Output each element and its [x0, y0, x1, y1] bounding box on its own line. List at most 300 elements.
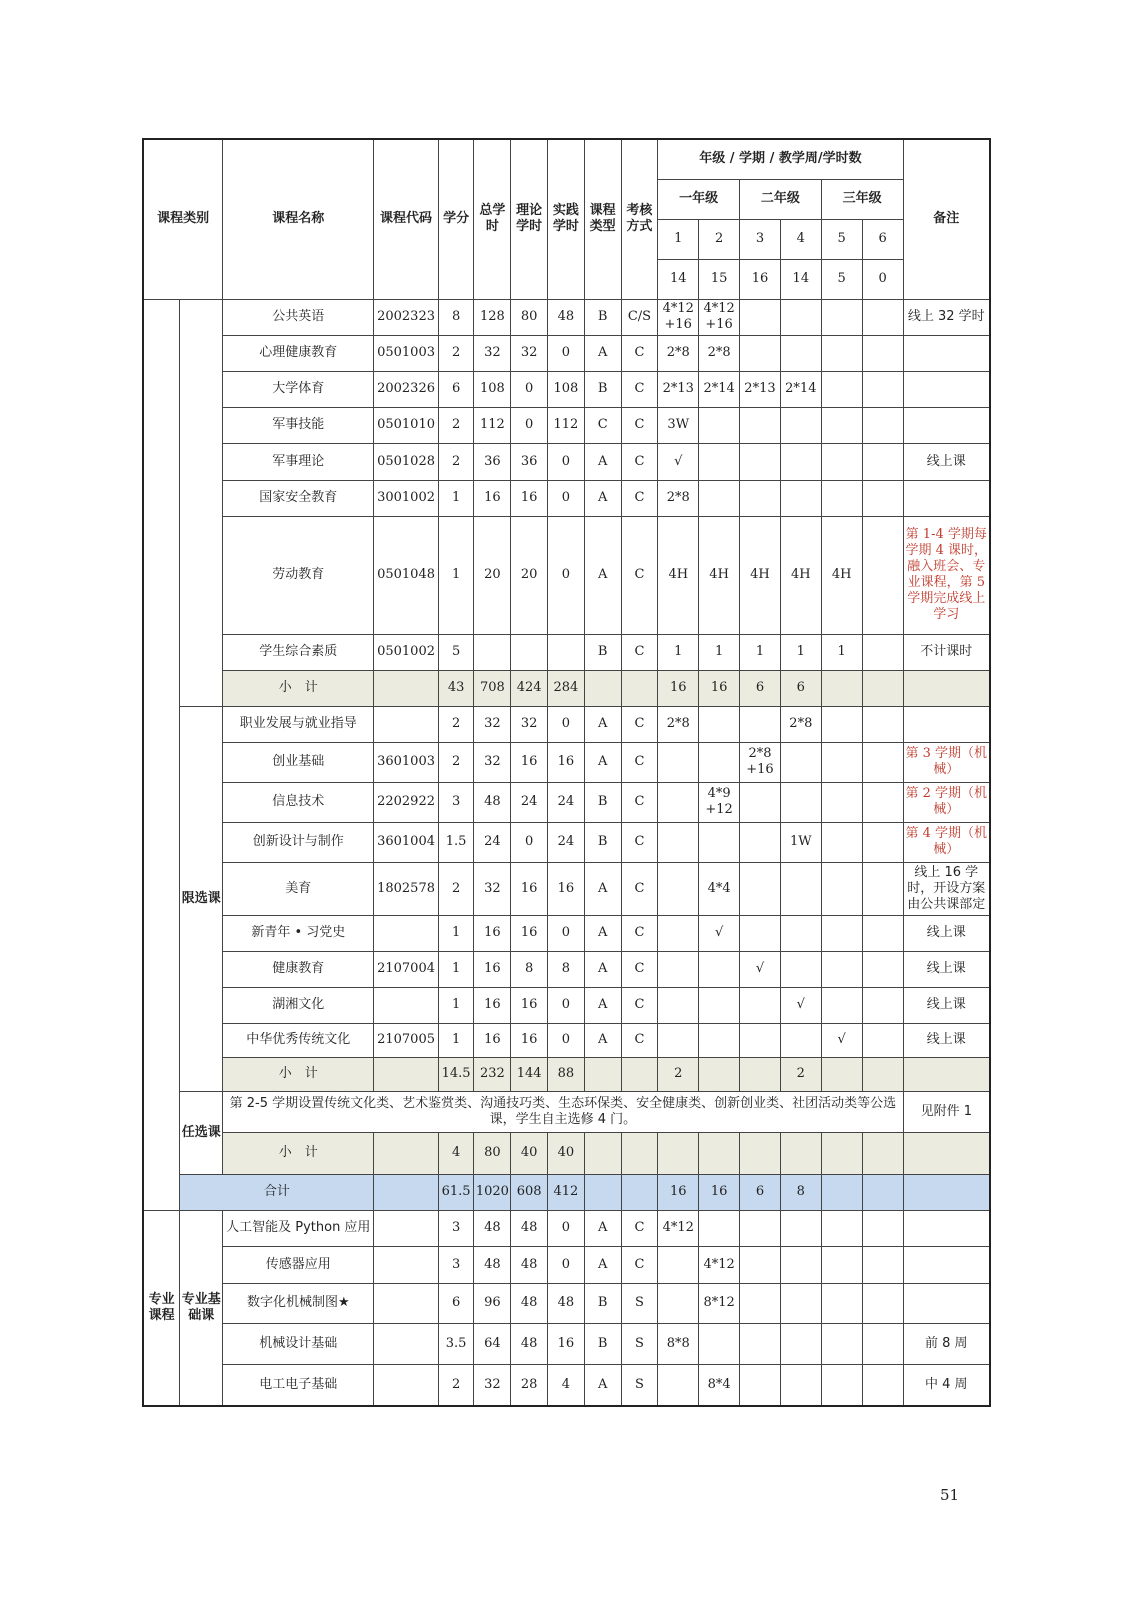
- semester-hours-cell: [821, 371, 862, 407]
- course-type: A: [584, 987, 621, 1023]
- course-assess: C: [621, 634, 658, 670]
- semester-hours-cell: [658, 1283, 699, 1323]
- course-practice-hours: 0: [548, 443, 585, 480]
- course-row: [143, 1364, 990, 1406]
- semester-hours-cell: [699, 742, 740, 782]
- course-type: A: [584, 1246, 621, 1283]
- course-row: [143, 299, 990, 335]
- semester-hours-cell: 3W: [658, 407, 699, 443]
- subtotal-theory-hours: 144: [511, 1057, 548, 1091]
- course-code: 0501028: [374, 443, 438, 480]
- semester-hours-cell: [740, 706, 781, 742]
- course-name: 劳动教育: [223, 516, 374, 634]
- course-credit: 3.5: [438, 1323, 474, 1364]
- course-row: [143, 407, 990, 443]
- grand-total-practice: 412: [548, 1174, 585, 1210]
- semester-hours-cell: 2*8: [658, 480, 699, 516]
- semester-hours-cell: [658, 862, 699, 915]
- course-type: B: [584, 1283, 621, 1323]
- course-type: B: [584, 371, 621, 407]
- course-assess: C: [621, 987, 658, 1023]
- semester-hours-cell: [699, 706, 740, 742]
- course-name: 信息技术: [223, 782, 374, 822]
- semester-hours-cell: [821, 951, 862, 987]
- weeks-4: 14: [780, 259, 821, 299]
- course-remark: 前 8 周: [903, 1323, 990, 1364]
- course-practice-hours: 108: [548, 371, 585, 407]
- semester-hours-cell: 2*14: [699, 371, 740, 407]
- subtotal-practice-hours: 284: [548, 670, 585, 706]
- course-credit: 5: [438, 634, 474, 670]
- semester-hours-cell: [780, 1246, 821, 1283]
- course-total-hours: 48: [474, 1246, 511, 1283]
- grand-total-hours: 1020: [474, 1174, 511, 1210]
- semester-hours-cell: [658, 1023, 699, 1057]
- semester-hours-cell: [821, 915, 862, 951]
- empty-cell: [621, 1132, 658, 1174]
- course-type: B: [584, 299, 621, 335]
- course-assess: S: [621, 1283, 658, 1323]
- course-total-hours: 64: [474, 1323, 511, 1364]
- semester-hours-cell: [699, 1210, 740, 1246]
- semester-hours-cell: √: [821, 1023, 862, 1057]
- grand-total-row: [143, 1174, 990, 1210]
- group-limited-label: 限选课: [180, 706, 223, 1091]
- weeks-3: 16: [740, 259, 781, 299]
- course-name: 电工电子基础: [223, 1364, 374, 1406]
- course-total-hours: 16: [474, 480, 511, 516]
- semester-hours-cell: [862, 634, 903, 670]
- course-type: A: [584, 516, 621, 634]
- course-credit: 2: [438, 335, 474, 371]
- course-name: 传感器应用: [223, 1246, 374, 1283]
- subtotal-row: [143, 1057, 990, 1091]
- optional-remark: 见附件 1: [903, 1091, 990, 1132]
- course-credit: 3: [438, 1246, 474, 1283]
- semester-hours-cell: [862, 335, 903, 371]
- semester-hours-cell: [740, 822, 781, 862]
- subtotal-semester-cell: [699, 1132, 740, 1174]
- course-theory-hours: 80: [511, 299, 548, 335]
- semester-hours-cell: [862, 299, 903, 335]
- course-remark: [903, 706, 990, 742]
- subtotal-practice-hours: 40: [548, 1132, 585, 1174]
- semester-hours-cell: 4*9 +12: [699, 782, 740, 822]
- header-grade-semester: 年级 / 学期 / 教学周/学时数: [658, 139, 903, 179]
- course-assess: C: [621, 371, 658, 407]
- semester-hours-cell: [699, 443, 740, 480]
- course-code: 2107004: [374, 951, 438, 987]
- semester-hours-cell: 4H: [699, 516, 740, 634]
- semester-hours-cell: [862, 516, 903, 634]
- course-row: [143, 951, 990, 987]
- header-name: 课程名称: [223, 139, 374, 299]
- course-total-hours: 48: [474, 782, 511, 822]
- course-name: 湖湘文化: [223, 987, 374, 1023]
- semester-hours-cell: [821, 335, 862, 371]
- empty-cell: [903, 1057, 990, 1091]
- course-name: 机械设计基础: [223, 1323, 374, 1364]
- semester-hours-cell: [862, 951, 903, 987]
- course-theory-hours: 0: [511, 407, 548, 443]
- course-practice-hours: 0: [548, 915, 585, 951]
- course-type: A: [584, 1364, 621, 1406]
- course-type: A: [584, 951, 621, 987]
- grand-total-semester-cell: 6: [740, 1174, 781, 1210]
- semester-hours-cell: [821, 862, 862, 915]
- course-name: 人工智能及 Python 应用: [223, 1210, 374, 1246]
- course-theory-hours: 16: [511, 915, 548, 951]
- course-assess: C: [621, 706, 658, 742]
- semester-hours-cell: [740, 1323, 781, 1364]
- semester-hours-cell: 1: [821, 634, 862, 670]
- course-credit: 2: [438, 706, 474, 742]
- course-code: 3601003: [374, 742, 438, 782]
- course-theory-hours: 24: [511, 782, 548, 822]
- semester-hours-cell: [780, 407, 821, 443]
- course-name: 国家安全教育: [223, 480, 374, 516]
- semester-hours-cell: √: [740, 951, 781, 987]
- course-code: 1802578: [374, 862, 438, 915]
- course-code: 0501002: [374, 634, 438, 670]
- course-practice-hours: [548, 634, 585, 670]
- semester-hours-cell: [740, 915, 781, 951]
- semester-hours-cell: [740, 299, 781, 335]
- course-credit: 6: [438, 1283, 474, 1323]
- empty-cell: [621, 670, 658, 706]
- course-row: [143, 782, 990, 822]
- semester-hours-cell: √: [780, 987, 821, 1023]
- semester-hours-cell: [699, 1323, 740, 1364]
- course-total-hours: 32: [474, 742, 511, 782]
- semester-hours-cell: [780, 1323, 821, 1364]
- course-total-hours: 16: [474, 951, 511, 987]
- course-practice-hours: 0: [548, 706, 585, 742]
- course-remark: 中 4 周: [903, 1364, 990, 1406]
- subtotal-semester-cell: [821, 1132, 862, 1174]
- semester-hours-cell: [780, 742, 821, 782]
- course-theory-hours: 16: [511, 987, 548, 1023]
- course-credit: 1: [438, 516, 474, 634]
- course-assess: C: [621, 822, 658, 862]
- semester-hours-cell: 4H: [740, 516, 781, 634]
- semester-hours-cell: [740, 1023, 781, 1057]
- course-total-hours: 16: [474, 915, 511, 951]
- semester-hours-cell: [862, 987, 903, 1023]
- semester-hours-cell: [658, 951, 699, 987]
- course-theory-hours: [511, 634, 548, 670]
- course-name: 公共英语: [223, 299, 374, 335]
- course-row: [143, 862, 990, 915]
- semester-hours-cell: [740, 1283, 781, 1323]
- semester-hours-cell: [699, 951, 740, 987]
- semester-2: 2: [699, 219, 740, 259]
- subtotal-row: [143, 1132, 990, 1174]
- semester-hours-cell: 1: [699, 634, 740, 670]
- course-remark: [903, 480, 990, 516]
- course-credit: 1: [438, 480, 474, 516]
- semester-hours-cell: [862, 742, 903, 782]
- category-public-cell: [143, 299, 180, 1210]
- semester-hours-cell: [821, 742, 862, 782]
- semester-hours-cell: [862, 1323, 903, 1364]
- header-theory-hours: 理论学时: [511, 139, 548, 299]
- course-credit: 3: [438, 1210, 474, 1246]
- semester-hours-cell: [740, 1364, 781, 1406]
- semester-hours-cell: [862, 1283, 903, 1323]
- grand-total-semester-cell: 16: [658, 1174, 699, 1210]
- course-assess: C/S: [621, 299, 658, 335]
- course-practice-hours: 0: [548, 335, 585, 371]
- semester-hours-cell: [862, 443, 903, 480]
- semester-3: 3: [740, 219, 781, 259]
- course-theory-hours: 8: [511, 951, 548, 987]
- semester-hours-cell: 2*8: [658, 706, 699, 742]
- course-name: 军事技能: [223, 407, 374, 443]
- empty-cell: [621, 1174, 658, 1210]
- semester-hours-cell: [821, 299, 862, 335]
- course-theory-hours: 20: [511, 516, 548, 634]
- course-name: 新青年 • 习党史: [223, 915, 374, 951]
- course-code: 2202922: [374, 782, 438, 822]
- header-row-1: [143, 139, 990, 179]
- semester-hours-cell: 2*8: [658, 335, 699, 371]
- semester-hours-cell: 1: [658, 634, 699, 670]
- course-practice-hours: 24: [548, 782, 585, 822]
- course-row: [143, 634, 990, 670]
- subtotal-total-hours: 708: [474, 670, 511, 706]
- course-theory-hours: 36: [511, 443, 548, 480]
- semester-hours-cell: [740, 862, 781, 915]
- course-total-hours: 24: [474, 822, 511, 862]
- semester-hours-cell: [780, 1283, 821, 1323]
- course-type: A: [584, 862, 621, 915]
- course-remark: 第 3 学期（机械）: [903, 742, 990, 782]
- course-type: A: [584, 1210, 621, 1246]
- subtotal-theory-hours: 424: [511, 670, 548, 706]
- semester-4: 4: [780, 219, 821, 259]
- semester-hours-cell: 4*12: [658, 1210, 699, 1246]
- header-category: 课程类别: [143, 139, 223, 299]
- semester-hours-cell: [740, 1210, 781, 1246]
- course-assess: C: [621, 862, 658, 915]
- course-row: [143, 1246, 990, 1283]
- semester-hours-cell: [699, 480, 740, 516]
- course-remark: [903, 407, 990, 443]
- semester-hours-cell: [658, 915, 699, 951]
- semester-hours-cell: [862, 407, 903, 443]
- semester-hours-cell: [862, 822, 903, 862]
- semester-hours-cell: 4*12 +16: [658, 299, 699, 335]
- course-remark: 第 1-4 学期每学期 4 课时，融入班会、专业课程，第 5 学期完成线上学习: [903, 516, 990, 634]
- grand-total-semester-cell: 8: [780, 1174, 821, 1210]
- course-assess: C: [621, 742, 658, 782]
- course-type: A: [584, 335, 621, 371]
- semester-hours-cell: [780, 1023, 821, 1057]
- course-assess: C: [621, 480, 658, 516]
- semester-hours-cell: [740, 1246, 781, 1283]
- course-name: 创业基础: [223, 742, 374, 782]
- course-row: [143, 371, 990, 407]
- semester-1: 1: [658, 219, 699, 259]
- course-code: [374, 706, 438, 742]
- empty-cell: [584, 1057, 621, 1091]
- course-name: 创新设计与制作: [223, 822, 374, 862]
- empty-cell: [584, 670, 621, 706]
- course-name: 中华优秀传统文化: [223, 1023, 374, 1057]
- course-remark: 线上课: [903, 915, 990, 951]
- course-row: [143, 443, 990, 480]
- semester-hours-cell: [862, 371, 903, 407]
- semester-hours-cell: 2*8: [699, 335, 740, 371]
- course-assess: C: [621, 1023, 658, 1057]
- course-code: [374, 987, 438, 1023]
- semester-hours-cell: [699, 987, 740, 1023]
- course-code: 0501010: [374, 407, 438, 443]
- course-practice-hours: 8: [548, 951, 585, 987]
- semester-hours-cell: [862, 915, 903, 951]
- subtotal-theory-hours: 40: [511, 1132, 548, 1174]
- course-row: [143, 742, 990, 782]
- course-theory-hours: 16: [511, 480, 548, 516]
- semester-hours-cell: [658, 1364, 699, 1406]
- course-credit: 2: [438, 742, 474, 782]
- semester-hours-cell: [821, 987, 862, 1023]
- course-type: B: [584, 1323, 621, 1364]
- empty-cell: [903, 670, 990, 706]
- subtotal-label: 小 计: [223, 670, 374, 706]
- course-total-hours: [474, 634, 511, 670]
- course-remark: [903, 1210, 990, 1246]
- subtotal-semester-cell: [862, 1132, 903, 1174]
- optional-note-row: [143, 1091, 990, 1132]
- course-credit: 2: [438, 862, 474, 915]
- subtotal-semester-cell: [658, 1132, 699, 1174]
- semester-hours-cell: [862, 1246, 903, 1283]
- course-assess: C: [621, 915, 658, 951]
- course-remark: [903, 1283, 990, 1323]
- semester-hours-cell: [862, 862, 903, 915]
- course-remark: 第 4 学期（机械）: [903, 822, 990, 862]
- course-theory-hours: 16: [511, 862, 548, 915]
- semester-hours-cell: 4*12: [699, 1246, 740, 1283]
- grand-total-theory: 608: [511, 1174, 548, 1210]
- semester-hours-cell: [821, 1323, 862, 1364]
- header-total-hours: 总学时: [474, 139, 511, 299]
- grand-total-semester-cell: 16: [699, 1174, 740, 1210]
- curriculum-table: [142, 138, 991, 1407]
- course-assess: C: [621, 443, 658, 480]
- course-row: [143, 915, 990, 951]
- semester-hours-cell: √: [699, 915, 740, 951]
- empty-cell: [584, 1174, 621, 1210]
- course-practice-hours: 16: [548, 862, 585, 915]
- course-credit: 1: [438, 915, 474, 951]
- course-total-hours: 32: [474, 706, 511, 742]
- course-credit: 1: [438, 1023, 474, 1057]
- course-type: A: [584, 443, 621, 480]
- course-total-hours: 96: [474, 1283, 511, 1323]
- course-name: 美育: [223, 862, 374, 915]
- course-name: 数字化机械制图★: [223, 1283, 374, 1323]
- grand-total-credit: 61.5: [438, 1174, 474, 1210]
- course-total-hours: 108: [474, 371, 511, 407]
- empty-cell: [584, 1132, 621, 1174]
- semester-hours-cell: 4H: [821, 516, 862, 634]
- semester-hours-cell: [821, 822, 862, 862]
- semester-hours-cell: [780, 915, 821, 951]
- subtotal-semester-cell: [862, 1057, 903, 1091]
- course-remark: 线上课: [903, 951, 990, 987]
- semester-hours-cell: [780, 1364, 821, 1406]
- course-theory-hours: 32: [511, 706, 548, 742]
- course-theory-hours: 48: [511, 1210, 548, 1246]
- semester-hours-cell: [821, 1364, 862, 1406]
- page-number: 51: [940, 1486, 960, 1504]
- empty-cell: [374, 1057, 438, 1091]
- course-theory-hours: 16: [511, 1023, 548, 1057]
- grand-total-label: 合计: [180, 1174, 374, 1210]
- subtotal-total-hours: 80: [474, 1132, 511, 1174]
- course-remark: 第 2 学期（机械）: [903, 782, 990, 822]
- course-remark: 不计课时: [903, 634, 990, 670]
- semester-hours-cell: [821, 1246, 862, 1283]
- subtotal-semester-cell: 6: [780, 670, 821, 706]
- course-assess: C: [621, 335, 658, 371]
- course-assess: S: [621, 1364, 658, 1406]
- course-type: B: [584, 782, 621, 822]
- course-theory-hours: 0: [511, 371, 548, 407]
- semester-hours-cell: [862, 782, 903, 822]
- course-total-hours: 112: [474, 407, 511, 443]
- subtotal-semester-cell: [699, 1057, 740, 1091]
- course-practice-hours: 16: [548, 1323, 585, 1364]
- weeks-6: 0: [862, 259, 903, 299]
- semester-hours-cell: 8*12: [699, 1283, 740, 1323]
- course-code: [374, 1283, 438, 1323]
- course-practice-hours: 0: [548, 1023, 585, 1057]
- course-theory-hours: 0: [511, 822, 548, 862]
- semester-hours-cell: 2*13: [740, 371, 781, 407]
- course-code: [374, 1210, 438, 1246]
- course-name: 学生综合素质: [223, 634, 374, 670]
- subtotal-semester-cell: [780, 1132, 821, 1174]
- course-code: 2002323: [374, 299, 438, 335]
- group-prof-basic-label: 专业基础课: [180, 1210, 223, 1406]
- course-theory-hours: 16: [511, 742, 548, 782]
- semester-hours-cell: 1: [780, 634, 821, 670]
- course-type: A: [584, 706, 621, 742]
- semester-hours-cell: [740, 987, 781, 1023]
- course-type: A: [584, 480, 621, 516]
- semester-hours-cell: 4H: [658, 516, 699, 634]
- course-name: 健康教育: [223, 951, 374, 987]
- header-year2: 二年级: [740, 179, 822, 219]
- semester-hours-cell: 1W: [780, 822, 821, 862]
- semester-5: 5: [821, 219, 862, 259]
- subtotal-semester-cell: 6: [740, 670, 781, 706]
- course-credit: 2: [438, 443, 474, 480]
- semester-hours-cell: [821, 706, 862, 742]
- semester-hours-cell: [780, 862, 821, 915]
- course-practice-hours: 0: [548, 480, 585, 516]
- course-total-hours: 20: [474, 516, 511, 634]
- course-remark: 线上 32 学时: [903, 299, 990, 335]
- course-practice-hours: 16: [548, 742, 585, 782]
- subtotal-credit: 4: [438, 1132, 474, 1174]
- group-optional-label: 任选课: [180, 1091, 223, 1174]
- semester-hours-cell: [740, 480, 781, 516]
